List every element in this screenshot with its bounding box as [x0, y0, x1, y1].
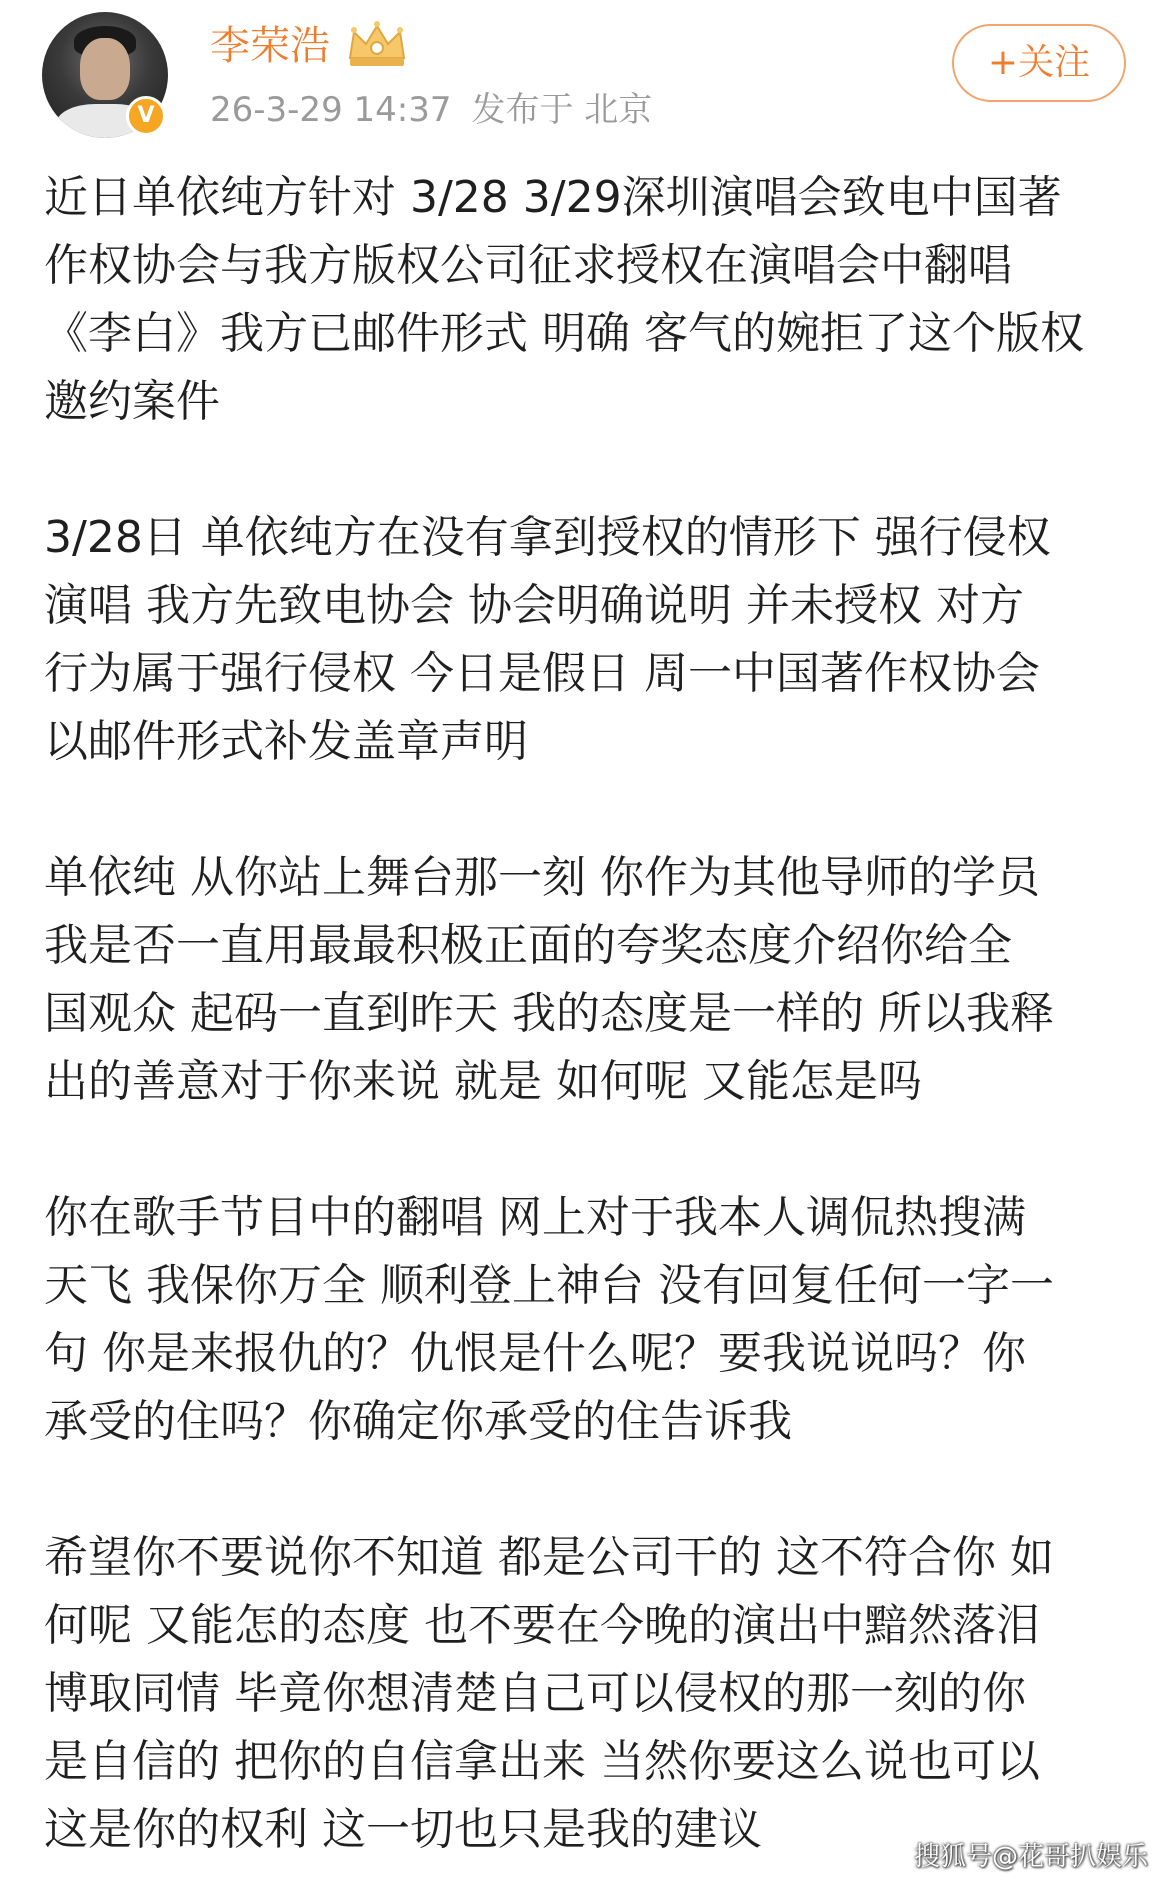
crown-icon: [344, 18, 410, 72]
post-paragraph: 近日单依纯方针对 3/28 3/29深圳演唱会致电中国著 作权协会与我方版权公司征求授权在演唱会中翻唱 《李白》我方已邮件形式 明确 客气的婉拒了这个版权 邀约案件: [44, 172, 1084, 427]
watermark: 搜狐号@花哥扒娱乐: [913, 1842, 1148, 1872]
post-paragraph: 单依纯 从你站上舞台那一刻 你作为其他导师的学员 我是否一直用最最积极正面的夸奖态度介绍你给全 国观众 起码一直到昨天 我的态度是一样的 所以我释 出的善意对于你来说 就是 如何呢 又能怎是吗: [44, 852, 1054, 1107]
follow-button[interactable]: +关注: [952, 24, 1126, 102]
post-paragraph: 你在歌手节目中的翻唱 网上对于我本人调侃热搜满 天飞 我保你万全 顺利登上神台 没有回复任何一字一 句 你是来报仇的？仇恨是什么呢？要我说说吗？你 承受的住吗？你确定你承受的住告诉我: [44, 1192, 1054, 1447]
username[interactable]: 李荣浩: [210, 23, 330, 69]
avatar-face: [80, 38, 130, 100]
post-paragraph: 3/28日 单依纯方在没有拿到授权的情形下 强行侵权 演唱 我方先致电协会 协会明确说明 并未授权 对方 行为属于强行侵权 今日是假日 周一中国著作权协会 以邮件形式补发盖章声明: [44, 512, 1051, 767]
post-timestamp: 26-3-29 14:37: [210, 90, 452, 130]
post-header: [0, 0, 1170, 150]
post-meta: [210, 86, 652, 134]
verified-badge-icon: V: [126, 96, 166, 136]
post-location: 发布于 北京: [471, 90, 653, 130]
post-body: [44, 164, 1134, 1864]
post-paragraph: 希望你不要说你不知道 都是公司干的 这不符合你 如 何呢 又能怎的态度 也不要在今晚的演出中黯然落泪 博取同情 毕竟你想清楚自己可以侵权的那一刻的你 是自信的 把你的自信拿出来 当然你要这么说也可以 这是你的权利 这一切也只是我的建议: [44, 1532, 1054, 1855]
